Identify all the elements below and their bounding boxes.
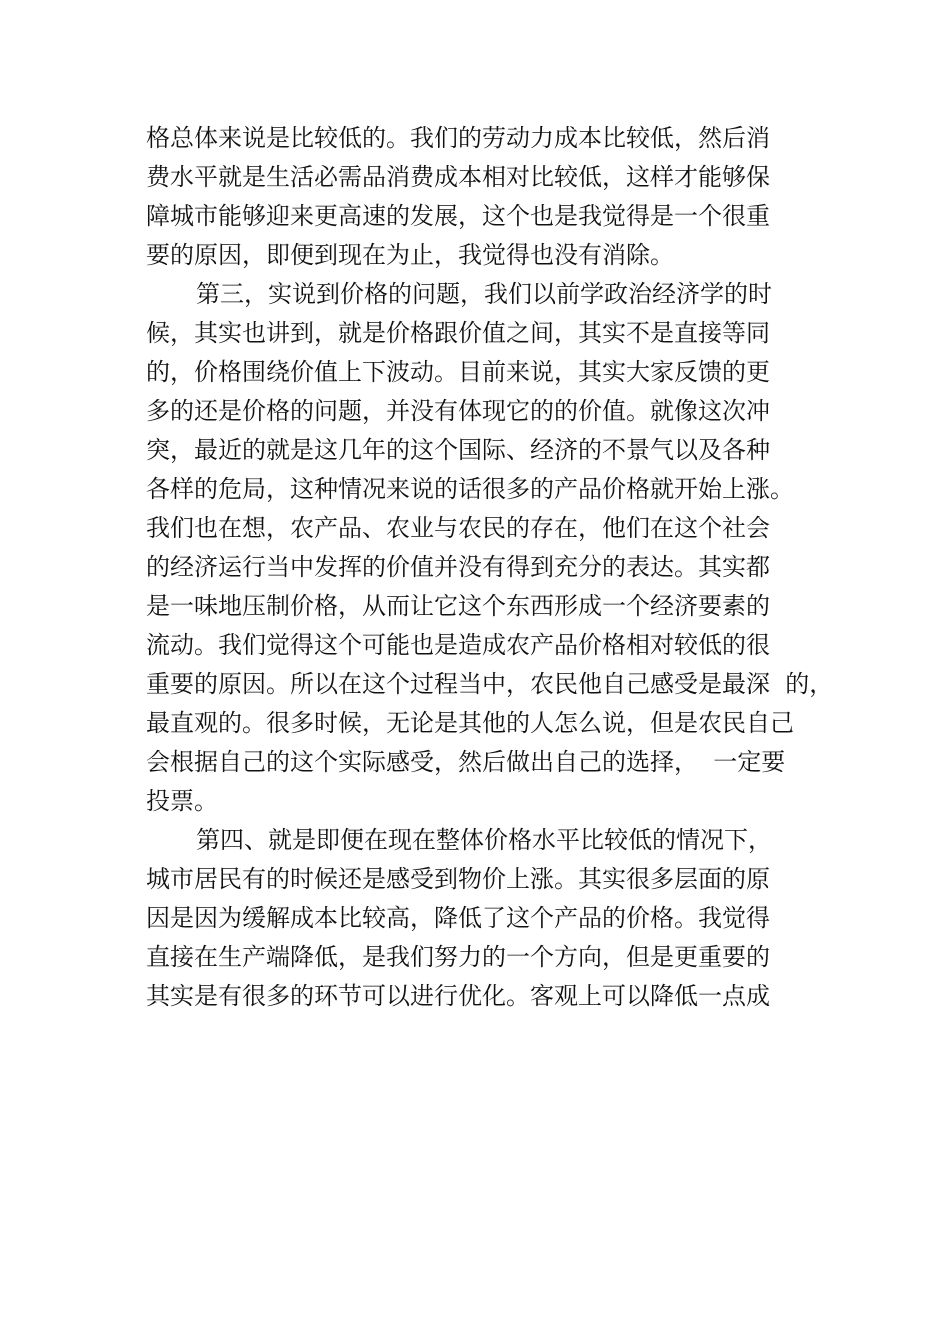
text-line: 直接在生产端降低，是我们努力的一个方向，但是更重要的: [146, 943, 770, 971]
text-line: 障城市能够迎来更高速的发展，这个也是我觉得是一个很重: [146, 202, 770, 230]
text-line: 投票。: [146, 787, 218, 815]
text-line: 最直观的。很多时候，无论是其他的人怎么说，但是农民自己: [146, 709, 794, 737]
text-line: 城市居民有的时候还是感受到物价上涨。其实很多层面的原: [146, 865, 770, 893]
text-line: 因是因为缓解成本比较高，降低了这个产品的价格。我觉得: [146, 904, 770, 932]
text-line: 多的还是价格的问题，并没有体现它的的价值。就像这次冲: [146, 397, 770, 425]
paragraph-first-line: 第三，实说到价格的问题，我们以前学政治经济学的时: [196, 280, 772, 308]
text-line: 候，其实也讲到，就是价格跟价值之间，其实不是直接等同: [146, 319, 770, 347]
text-line: 是一味地压制价格，从而让它这个东西形成一个经济要素的: [146, 592, 770, 620]
text-line: 会根据自己的这个实际感受，然后做出自己的选择， 一定要: [146, 748, 786, 776]
text-line: 的经济运行当中发挥的价值并没有得到充分的表达。其实都: [146, 553, 770, 581]
text-line: 流动。我们觉得这个可能也是造成农产品价格相对较低的很: [146, 631, 770, 659]
text-line: 要的原因，即便到现在为止，我觉得也没有消除。: [146, 241, 674, 269]
text-line: 格总体来说是比较低的。我们的劳动力成本比较低，然后消: [146, 124, 770, 152]
text-line: 的，价格围绕价值上下波动。目前来说，其实大家反馈的更: [146, 358, 770, 386]
text-line: 费水平就是生活必需品消费成本相对比较低，这样才能够保: [146, 163, 770, 191]
document-body: [146, 119, 866, 1016]
text-line: 各样的危局，这种情况来说的话很多的产品价格就开始上涨。: [146, 475, 794, 503]
text-line: 重要的原因。所以在这个过程当中，农民他自己感受是最深 的，: [146, 670, 834, 698]
text-line: 其实是有很多的环节可以进行优化。客观上可以降低一点成: [146, 982, 770, 1010]
text-line: 突，最近的就是这几年的这个国际、经济的不景气以及各种: [146, 436, 770, 464]
paragraph-first-line: 第四、就是即便在现在整体价格水平比较低的情况下，: [196, 826, 772, 854]
text-line: 我们也在想，农产品、农业与农民的存在，他们在这个社会: [146, 514, 770, 542]
